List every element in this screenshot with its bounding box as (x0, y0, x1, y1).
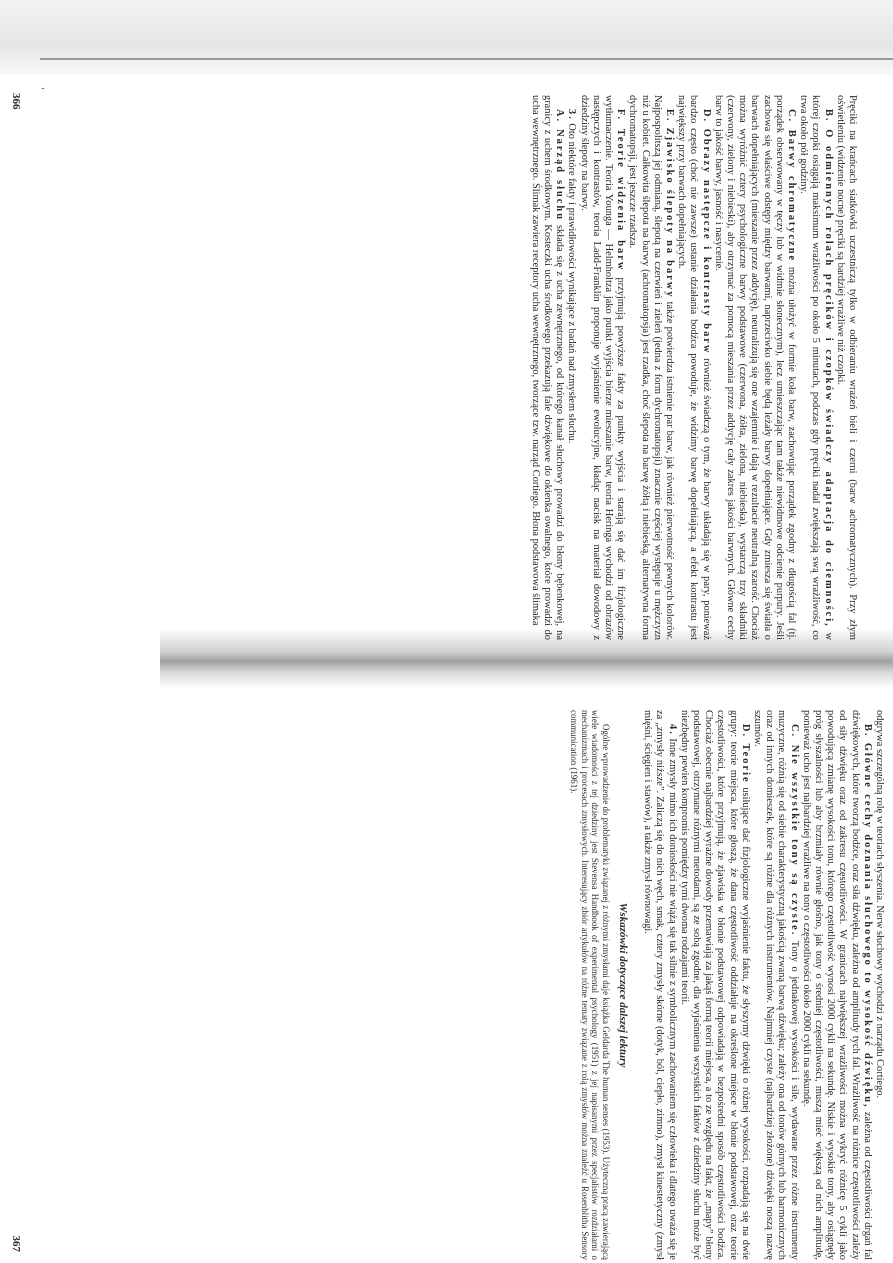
paragraph: Ogólne wprowadzenie do problematyki związanej z różnymi zmysłami daje książka Geldarda The human senses (1953). Użyteczną pracą zawierającą wiele wiadomości z tej dziedziny jest Stevensa Handbook of experimental psychology (1951) z jej napisanymi przez specjalistów rozdziałami o mechanizmach i procesach zmysłowych. Interesujący zbiór artykułów na różne tematy związane z rolą zmysłów można znaleźć u Rosenblitha Sensory communication (1961). (569, 710, 611, 1260)
paragraph: D. Obrazy następcze i kontrasty barw również świadczą o tym, że barwy układają się w pary, ponieważ bardzo często (choć nie zawsze) ustanie działania bodźca powoduje, że widzimy barwę dopełniającą, a efekt kontrastu jest największy przy barwach dopełniających. (676, 95, 712, 641)
paragraph: E. Zjawisko ślepoty na barwy także potwierdza istnienie par barw, jak również pierwotność pewnych kolorów. Najpospolitszą jej odmianą, ślepotą na czerwień i zieleń (jedna z form dychromatopsji) znacznie częściej występuje u mężczyzn niż u kobiet. Całkowita ślepota na barwy (achromatopsja) jest rzadka, choć ślepota na barwę żółtą i niebieską, alternatywna forma dychromatopsji, jest jeszcze rzadsza. (627, 95, 675, 640)
page-366-text (529, 95, 858, 640)
page-number: 366 (10, 93, 22, 110)
margin-mark: ‘ (36, 87, 46, 90)
paragraph: odgrywa szczególną rolę w teoriach słyszenia. Nerw słuchowy wychodzi z narządu Cortiego. (874, 710, 885, 1099)
paragraph: 3. Oto niektóre fakty i prawidłowości wynikające z badań nad zmysłem słuchu. (566, 109, 578, 444)
reading-section (569, 710, 611, 1260)
paragraph: A. Narząd słuchu składa się z ucha zewnętrznego, od którego kanał słuchowy prowadzi do błony bębenkowej, na granicy z uchem środkowym. Kosteczki ucha środkowego przekazują fale dźwiękowe do okienka owalnego, które prowadzi do ucha wewnętrznego. Ślimak zawiera receptory ucha wewnętrznego, tworzące tzw. narząd Cortiego. Błona podstawowa ślimaka (529, 95, 566, 640)
paragraph: Pręciki na krańcach siatkówki uczestniczą tylko w odbieraniu wrażeń bieli i czerni (barw achromatycznych). Przy złym oświetleniu (widzenie nocne) pręciki są bardziej wrażliwe niż czopki. (834, 95, 858, 640)
paragraph: C. Nie wszystkie tony są czyste. Tony o jednakowej wysokości i sile, wydawane przez różne instrumenty muzyczne, różnią się od siebie charakterystyczną jakością zwaną barwą dźwięku; zależy ona od tonów górnych lub harmonicznych oraz od innych domieszek, które są różne dla różnych instrumentów. Najmniej czyste (najbardziej złożone) dźwięki noszą nazwę szumów. (751, 710, 800, 1260)
paragraph: C. Barwy chromatyczne można ułożyć w formie koła barw, zachowując porządek zgodny z długością fal (tj. porządek obserwowany w tęczy lub w widmie słonecznym), lecz umieszczając tam także niewidmowe odcienie purpury. Jeśli zachowa się właściwe odstępy między barwami, naprzeciwko siebie będą leżały barwy dopełniające. Gdy zmiesza się światła o barwach dopełniających (mieszanie przez addycję), neutralizują się one wzajemnie i dają w rezultacie neutralną szarość. Chociaż można wyróżnić cztery psychologiczne barwy podstawowe (czerwona, żółta, zielona, niebieska), wystarczą trzy składniki (czerwony, zielony i niebieski), aby otrzymać za pomocą mieszania przez addycję cały zakres jakości barwnych. Główne cechy barw to jakość barwy, jasność i nasycenie. (712, 95, 797, 640)
paragraph: B. Główne cechy doznania słuchowego to wysokość dźwięku, zależna od częstotliwości drgań fal dźwiękowych, które tworzą bodźce, oraz siła dźwięku, zależna od amplitudy tych fal. Wrażliwość na różnice częstotliwości zależy od siły dźwięku oraz od zakresu częstotliwości. W granicach największej wrażliwości można wykryć różnicę 5 cykli jako powodującą zmianę wysokości tonu, którego częstotliwość wynosi 2000 cykli na sekundę. Niskie i wysokie tony, aby osiągnęły próg słyszalności lub aby brzmiały równie głośno, jak tony o średniej częstotliwości, muszą mieć większą od nich amplitudę, ponieważ ucho jest najbardziej wrażliwe na tony o częstotliwości około 2000 cykli na sekundę. (800, 710, 873, 1260)
page-367-text (569, 710, 885, 1260)
reading-section-heading: Wskazówki dotyczące dalszej lektury (616, 902, 629, 1068)
page-367 (0, 700, 893, 1260)
paragraph: F. Teorie widzenia barw przyjmują powyższe fakty za punkty wyjścia i starają się dać im fizjologiczne wytłumaczenie. Teoria Younga — Helmholtza jako punkt wyjścia bierze mieszanie barw, teoria Heringa wychodzi od obrazów następczych i kontrastów, teoria Ladd-Franklin proponuje wyjaśnienie ewolucyjne, kładąc nacisk na materiał dowodowy z dziedziny ślepoty na barwy. (578, 95, 627, 640)
page-366 (0, 85, 893, 665)
paragraph: B. O odmiennych rolach pręcików i czopków świadczy adaptacja do ciemności, w której czopki osiągają maksimum wrażliwości po około 5 minutach, podczas gdy pręciki nadal zwiększają swą wrażliwość, co trwa około pół godziny. (798, 95, 834, 641)
page-number: 367 (10, 1235, 22, 1252)
paragraph: D. Teorie usiłujące dać fizjologiczne wyjaśnienie faktu, że słyszymy dźwięki o różnej wysokości, rozpadają się na dwie grupy: teorie miejsca, które głoszą, że dana częstotliwość oddziałuje na określone miejsce w błonie podstawowej, oraz teorie częstotliwości, które przyjmują, że zjawiska w błonie podstawowej odpowiadają w bezpośredni sposób częstotliwości bodźca. Chociaż obecnie najbardziej wyrażne dowody przemawiają za jakąś formą teorii miejsca, a to ze względu na fakt, że „mapy” błony podstawowej, otrzymane różnymi metodami, są ze sobą zgodne, dla wyjaśnienia wszystkich faktów z dziedziny słuchu może być niezbędny pewien kompromis pomiędzy tymi dwoma rodzajami teorii. (678, 710, 751, 1261)
paragraph: 4. Inne zmysły mimo ich doniosłości nie wiążą się tak silnie z symbolicznym zachowaniem się człowieka i dlatego uważa się je za „zmysły niższe”. Zaliczą się do nich węch, smak, cztery zmysły skórne (dotyk, ból, ciepło, zimno), zmysł kinestetyczny (zmysł mięśni, ścięgien i stawów), a także zmysł równowagi. (642, 710, 678, 1260)
